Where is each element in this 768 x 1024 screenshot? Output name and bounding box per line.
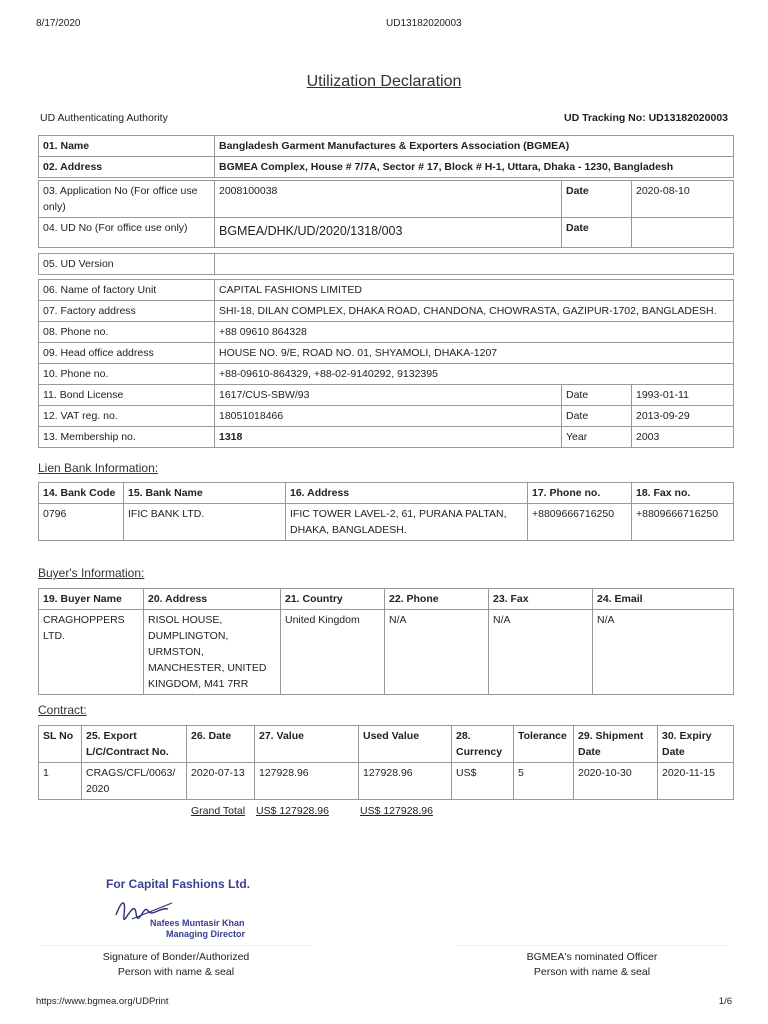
lien-header: 16. Address	[286, 483, 528, 504]
authority-table	[38, 135, 734, 178]
lien-header: 18. Fax no.	[632, 483, 734, 504]
contract-expiry-date: 2020-11-15	[658, 763, 734, 800]
version-table	[38, 253, 734, 275]
buyer-address: RISOL HOUSE, DUMPLINGTON, URMSTON, MANCHESTER, UNITED KINGDOM, M41 7RR	[144, 610, 281, 695]
contract-sl: 1	[39, 763, 82, 800]
factory-address-label: 07. Factory address	[39, 301, 215, 322]
buyer-fax: N/A	[489, 610, 593, 695]
contract-header: Tolerance	[514, 726, 574, 763]
buyer-country: United Kingdom	[281, 610, 385, 695]
head-phone-value: +88-09610-864329, +88-02-9140292, 9132395	[215, 364, 734, 385]
buyer-name: CRAGHOPPERS LTD.	[39, 610, 144, 695]
bonder-caption-line2: Person with name & seal	[117, 966, 235, 978]
buyer-heading: Buyer's Information:	[38, 566, 145, 580]
contract-header: Used Value	[359, 726, 452, 763]
vat-value: 18051018466	[215, 406, 562, 427]
bond-license-value: 1617/CUS-SBW/93	[215, 385, 562, 406]
factory-table	[38, 279, 734, 448]
signer-name: Nafees Muntasir Khan	[150, 918, 245, 928]
officer-caption-line2: Person with name & seal	[533, 966, 651, 978]
buyer-table	[38, 588, 734, 695]
bond-license-label: 11. Bond License	[39, 385, 215, 406]
grand-total-used-value: US$ 127928.96	[360, 805, 433, 817]
app-no-value: 2008100038	[215, 181, 562, 218]
ud-version-label: 05. UD Version	[39, 254, 215, 275]
buyer-header: 23. Fax	[489, 589, 593, 610]
org-address-label: 02. Address	[39, 157, 215, 178]
head-office-value: HOUSE NO. 9/E, ROAD NO. 01, SHYAMOLI, DHAKA-1207	[215, 343, 734, 364]
contract-date: 2020-07-13	[187, 763, 255, 800]
contract-heading: Contract:	[38, 703, 87, 717]
membership-label: 13. Membership no.	[39, 427, 215, 448]
contract-header: 29. Shipment Date	[574, 726, 658, 763]
grand-total-label: Grand Total	[191, 805, 246, 817]
buyer-header: 19. Buyer Name	[39, 589, 144, 610]
application-table	[38, 180, 734, 248]
buyer-header: 21. Country	[281, 589, 385, 610]
bank-name: IFIC BANK LTD.	[124, 504, 286, 541]
bond-date-label: Date	[562, 385, 632, 406]
head-phone-label: 10. Phone no.	[39, 364, 215, 385]
ud-date-value	[632, 218, 734, 248]
year-label: Year	[562, 427, 632, 448]
head-office-label: 09. Head office address	[39, 343, 215, 364]
bank-code: 0796	[39, 504, 124, 541]
ud-no-label: 04. UD No (For office use only)	[39, 218, 215, 248]
factory-name-label: 06. Name of factory Unit	[39, 280, 215, 301]
tracking-number: UD Tracking No: UD13182020003	[564, 112, 728, 124]
org-name-label: 01. Name	[39, 136, 215, 157]
factory-phone-value: +88 09610 864328	[215, 322, 734, 343]
lien-bank-heading: Lien Bank Information:	[38, 461, 159, 475]
buyer-email: N/A	[593, 610, 734, 695]
print-date: 8/17/2020	[36, 18, 81, 29]
bond-date-value: 1993-01-11	[632, 385, 734, 406]
buyer-header: 22. Phone	[385, 589, 489, 610]
authority-label: UD Authenticating Authority	[40, 112, 168, 124]
ud-no-value: BGMEA/DHK/UD/2020/1318/003	[215, 218, 562, 248]
page-number: 1/6	[718, 996, 732, 1007]
bank-phone: +8809666716250	[528, 504, 632, 541]
buyer-phone: N/A	[385, 610, 489, 695]
ud-version-value	[215, 254, 734, 275]
ud-date-label: Date	[562, 218, 632, 248]
signature-line-right	[456, 945, 728, 946]
vat-date-label: Date	[562, 406, 632, 427]
company-stamp: For Capital Fashions Ltd.	[106, 877, 251, 891]
buyer-header: 20. Address	[144, 589, 281, 610]
signature-line-left	[40, 945, 312, 946]
signer-title: Managing Director	[166, 929, 246, 939]
lien-header: 15. Bank Name	[124, 483, 286, 504]
contract-currency: US$	[452, 763, 514, 800]
grand-total-value: US$ 127928.96	[256, 805, 329, 817]
lien-bank-table	[38, 482, 734, 541]
officer-signature-caption	[456, 950, 728, 980]
footer-url[interactable]: https://www.bgmea.org/UDPrint	[36, 996, 169, 1007]
lien-header: 17. Phone no.	[528, 483, 632, 504]
org-address-value: BGMEA Complex, House # 7/7A, Sector # 17, Block # H-1, Uttara, Dhaka - 1230, Bangladesh	[215, 157, 734, 178]
bank-fax: +8809666716250	[632, 504, 734, 541]
buyer-header: 24. Email	[593, 589, 734, 610]
bonder-signature-caption	[40, 950, 312, 980]
contract-header: 30. Expiry Date	[658, 726, 734, 763]
contract-header: 26. Date	[187, 726, 255, 763]
contract-lc-no: CRAGS/CFL/0063/ 2020	[82, 763, 187, 800]
app-date-value: 2020-08-10	[632, 181, 734, 218]
contract-table	[38, 725, 734, 800]
contract-used-value: 127928.96	[359, 763, 452, 800]
contract-header: 28. Currency	[452, 726, 514, 763]
year-value: 2003	[632, 427, 734, 448]
lien-header: 14. Bank Code	[39, 483, 124, 504]
app-no-label: 03. Application No (For office use only)	[39, 181, 215, 218]
bank-address: IFIC TOWER LAVEL-2, 61, PURANA PALTAN, DHAKA, BANGLADESH.	[286, 504, 528, 541]
print-doc-id: UD13182020003	[386, 18, 462, 29]
org-name-value: Bangladesh Garment Manufactures & Exporters Association (BGMEA)	[215, 136, 734, 157]
contract-value: 127928.96	[255, 763, 359, 800]
bonder-caption-line1: Signature of Bonder/Authorized	[102, 951, 250, 963]
contract-shipment-date: 2020-10-30	[574, 763, 658, 800]
membership-value: 1318	[215, 427, 562, 448]
factory-phone-label: 08. Phone no.	[39, 322, 215, 343]
contract-header: SL No	[39, 726, 82, 763]
app-date-label: Date	[562, 181, 632, 218]
page-title: Utilization Declaration	[306, 73, 462, 90]
factory-address-value: SHI-18, DILAN COMPLEX, DHAKA ROAD, CHANDONA, CHOWRASTA, GAZIPUR-1702, BANGLADESH.	[215, 301, 734, 322]
contract-tolerance: 5	[514, 763, 574, 800]
vat-label: 12. VAT reg. no.	[39, 406, 215, 427]
contract-header: 25. Export L/C/Contract No.	[82, 726, 187, 763]
vat-date-value: 2013-09-29	[632, 406, 734, 427]
officer-caption-line1: BGMEA's nominated Officer	[526, 951, 658, 963]
factory-name-value: CAPITAL FASHIONS LIMITED	[215, 280, 734, 301]
contract-header: 27. Value	[255, 726, 359, 763]
